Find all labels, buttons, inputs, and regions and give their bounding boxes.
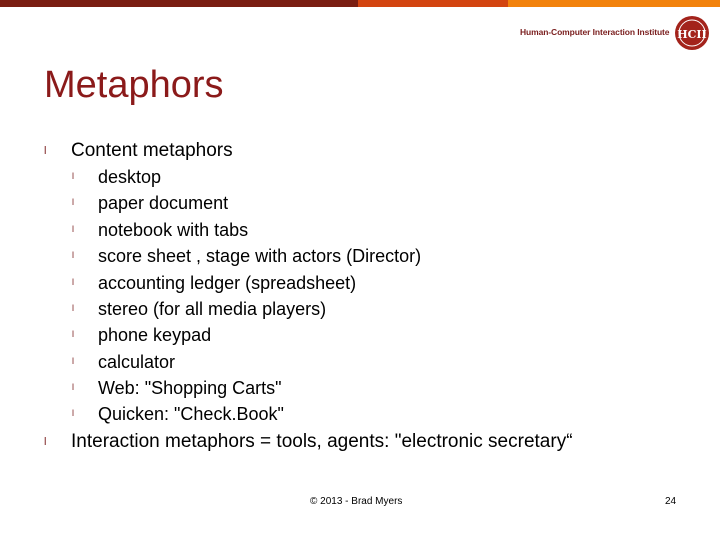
sub-item-notebook: notebook with tabs bbox=[98, 220, 249, 240]
slide-title: Metaphors bbox=[44, 64, 224, 106]
sub-item-quicken: Quicken: "Check.Book" bbox=[98, 404, 284, 424]
top-bar-segment-dark bbox=[0, 0, 358, 7]
sub-bullet: l bbox=[72, 277, 74, 287]
top-bar-segment-orange bbox=[358, 0, 508, 7]
bullet: l bbox=[44, 145, 47, 157]
sub-item-score-sheet: score sheet , stage with actors (Director) bbox=[98, 246, 422, 266]
sub-item-calculator: calculator bbox=[98, 352, 176, 372]
sub-item-desktop: desktop bbox=[98, 167, 162, 187]
sub-bullet: l bbox=[72, 303, 74, 313]
top-color-bar bbox=[0, 0, 720, 7]
sub-bullet: l bbox=[72, 197, 74, 207]
sub-bullet: l bbox=[72, 250, 74, 260]
bullet: l bbox=[44, 436, 47, 448]
sub-item-paper-document: paper document bbox=[98, 193, 229, 213]
top-bar-segment-light bbox=[508, 0, 720, 7]
hcii-logo bbox=[672, 11, 712, 53]
sub-bullet: l bbox=[72, 356, 74, 366]
sub-bullet: l bbox=[72, 382, 74, 392]
sub-item-accounting-ledger: accounting ledger (spreadsheet) bbox=[98, 273, 357, 293]
hcii-logo-text: HCII bbox=[677, 28, 707, 41]
sub-bullet: l bbox=[72, 408, 74, 418]
sub-bullet: l bbox=[72, 224, 74, 234]
page-number: 24 bbox=[665, 496, 677, 507]
sub-item-phone-keypad: phone keypad bbox=[98, 325, 212, 345]
bullet-interaction-metaphors: Interaction metaphors = tools, agents: "electronic secretary“ bbox=[71, 431, 573, 452]
institute-name: Human-Computer Interaction Institute bbox=[520, 27, 670, 37]
sub-item-shopping-carts: Web: "Shopping Carts" bbox=[98, 378, 282, 398]
bullet-content-metaphors: Content metaphors bbox=[71, 140, 233, 161]
sub-bullet: l bbox=[72, 171, 74, 181]
footer-copyright: © 2013 - Brad Myers bbox=[310, 496, 403, 507]
sub-item-stereo: stereo (for all media players) bbox=[98, 299, 327, 319]
sub-bullet: l bbox=[72, 329, 74, 339]
